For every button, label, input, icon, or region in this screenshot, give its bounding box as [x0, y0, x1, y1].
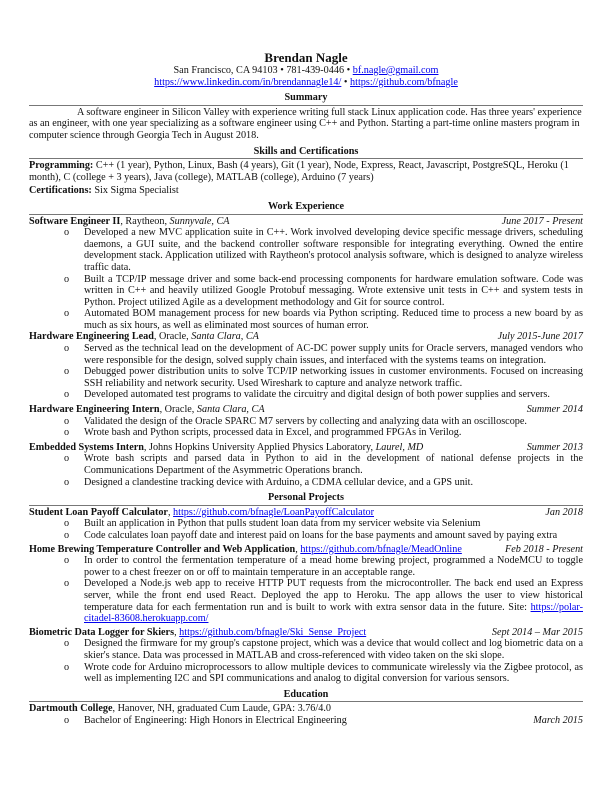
project-date: Feb 2018 - Present: [505, 543, 583, 555]
job-bullets: [29, 416, 583, 439]
summary-text: A software engineer in Silicon Valley with experience writing full stack Linux application code. Has three years' experience as an engineer, with one year specializing as a software engineer using C++ and Python. Starting a part-time online masters program in computer science through Georgia Tech in August 2018.: [29, 106, 582, 141]
job-header: [29, 404, 583, 416]
job-header: [29, 216, 583, 228]
job-location: Santa Clara, CA: [191, 331, 259, 343]
bullet-icon: o: [64, 714, 70, 726]
bullet-icon: o: [64, 273, 70, 285]
job-title: Hardware Engineering Lead: [29, 331, 154, 343]
bullet-item: [29, 453, 583, 476]
projects-heading: Personal Projects: [29, 492, 583, 506]
bullet-text: Developed automated test programs to validate the circuitry and digital design of both power supplies and servers.: [84, 389, 550, 401]
job-title-line: [29, 216, 230, 228]
bullet-text: Automated BOM management process for new boards via Python scripting. Reduced time to process a new board by as much as six hours, as well as eliminated most sources of human error.: [84, 308, 583, 331]
bullet-item: [29, 518, 583, 530]
job-company: , Johns Hopkins University Applied Physics Laboratory,: [143, 441, 376, 453]
job-company: , Raytheon,: [120, 215, 170, 227]
project-entry: [29, 627, 583, 685]
bullet-item: [29, 389, 583, 401]
certifications-list: Six Sigma Specialist: [91, 185, 179, 197]
bullet-text: Wrote bash and Python scripts, processed data in Excel, and programmed FPGAs in Verilog.: [84, 427, 462, 439]
bullet-icon: o: [64, 366, 70, 378]
bullet-text: Designed a clandestine tracking device with Arduino, a CDMA cellular device, and a GPS unit.: [84, 476, 474, 488]
certifications-label: Certifications:: [29, 185, 92, 197]
project-title: Home Brewing Temperature Controller and Web Application: [29, 543, 296, 555]
school-details: , Hanover, NH, graduated Cum Laude, GPA: 3.76/4.0: [112, 703, 331, 715]
project-date: Jan 2018: [545, 506, 583, 518]
project-title-line: [29, 507, 374, 519]
bullet-item: [29, 638, 583, 661]
bullet-item: [29, 366, 583, 389]
bullet-icon: o: [64, 638, 70, 650]
bullet-text: Built an application in Python that pulls student loan data from my servicer website via Selenium: [84, 518, 481, 530]
bullet-text: Code calculates loan payoff date and interest paid on loans for the base payments and amount saved by paying extra: [84, 529, 558, 541]
education-heading: Education: [29, 689, 583, 703]
bullet-item: [29, 308, 583, 331]
job-company: , Oracle,: [153, 331, 192, 343]
project-bullets: [29, 518, 583, 541]
separator: ,: [295, 543, 301, 555]
bullet-item: [29, 343, 583, 366]
job-title-line: [29, 404, 265, 416]
job-bullets: [29, 343, 583, 401]
bullet-text: Developed a new MVC application suite in C++. Work involved developing device specific message drivers, scheduling daemons, a GUI suite, and the backend controller software responsible for integrating everything. Owned the entire development stack. Application utilized with Raytheon's protocol analysis software, which is designed to analyze wireless traffic data.: [84, 227, 583, 273]
project-title: Student Loan Payoff Calculator: [29, 506, 168, 518]
bullet-icon: o: [64, 518, 70, 530]
bullet-item: [29, 555, 583, 578]
project-link[interactable]: https://github.com/bfnagle/MeadOnline: [300, 543, 462, 555]
bullet-text: In order to control the fermentation temperature of a mead home brewing project, programmed a NodeMCU to toggle power to a chest freezer on or off to maintain temperature in an acceptable range.: [84, 555, 583, 578]
bullet-item: [29, 416, 583, 428]
education-entry: [29, 703, 583, 726]
project-link[interactable]: https://github.com/bfnagle/LoanPayoffCalculator: [173, 506, 375, 518]
project-header: [29, 507, 583, 519]
project-entry: [29, 507, 583, 542]
bullet-icon: o: [64, 453, 70, 465]
job-bullets: [29, 227, 583, 331]
job-entry: [29, 216, 583, 332]
bullet-text: Developed a Node.js web app to receive HTTP PUT requests from the microcontroller. The back end used an Express server, while the front end used React. Deployed the app to Heroku. The app allows the user to view historical temperature data for each fermentation run and is built to work with extra sensor data in the future. Site:: [84, 578, 583, 613]
email-link[interactable]: bf.nagle@gmail.com: [352, 65, 439, 76]
project-bullets: [29, 638, 583, 684]
bullet-item: [29, 477, 583, 489]
site-link[interactable]: https://polar-citadel-83608.herokuapp.com/: [84, 601, 583, 625]
candidate-name: Brendan Nagle: [264, 50, 348, 65]
bullet-item: [29, 530, 583, 542]
bullet-item: [29, 227, 583, 273]
job-title: Embedded Systems Intern: [29, 441, 144, 453]
project-entry: [29, 544, 583, 625]
bullet-icon: o: [64, 389, 70, 401]
work-experience-list: [29, 216, 583, 489]
bullet-text: Served as the technical lead on the development of AC-DC power supply units for Oracle servers, managed vendors who were responsible for the design, solved supply chain issues, and interfaced with the systems teams on integration.: [84, 343, 583, 366]
certifications: [29, 185, 583, 197]
separator: ,: [167, 506, 174, 518]
job-header: [29, 331, 583, 343]
degree: Bachelor of Engineering: High Honors in Electrical Engineering: [84, 714, 347, 726]
job-location: Sunnyvale, CA: [169, 215, 230, 227]
bullet-icon: o: [64, 555, 70, 567]
bullet-text: Designed the firmware for my group's capstone project, which was a device that would collect and log biometric data on a skier's stance. Data was processed in MATLAB and cross-referenced with video taken on the ski slope.: [84, 638, 583, 661]
separator: •: [344, 65, 353, 76]
bullet-text: Debugged power distribution units to solve TCP/IP networking issues in customer environments. Focused on increasing SSH reliability and network security. Used Wireshark to capture and analyze network traffic.: [84, 366, 583, 389]
bullet-icon: o: [64, 661, 70, 673]
programming-label: Programming:: [29, 160, 94, 172]
bullet-item: [29, 427, 583, 439]
job-entry: [29, 442, 583, 488]
job-location: Santa Clara, CA: [196, 404, 265, 416]
job-title-line: [29, 442, 423, 454]
bullet-item: [29, 274, 583, 309]
address: San Francisco, CA 94103: [173, 65, 278, 76]
bullet-text: Built a TCP/IP message driver and some back-end processing components for hardware emulation software. Code was written in C++ and heavily utilized Google Protobuf messaging. Wrote extensive unit tests in C++ and system tests in Python. Project utilized Agile as a development methodology and Git for source control.: [84, 273, 583, 308]
job-title: Software Engineer II: [29, 215, 121, 227]
job-bullets: [29, 453, 583, 488]
bullet-icon: o: [64, 578, 70, 590]
bullet-icon: o: [64, 427, 70, 439]
bullet-icon: o: [64, 227, 70, 239]
project-title: Biometric Data Logger for Skiers: [29, 626, 175, 638]
projects-list: [29, 507, 583, 685]
bullet-item: [29, 578, 583, 624]
project-title-line: [29, 544, 462, 556]
job-date: June 2017 - Present: [501, 215, 583, 227]
bullet-icon: o: [64, 529, 70, 541]
summary-heading: Summary: [29, 92, 583, 106]
job-company: , Oracle,: [159, 404, 197, 416]
programming-skills: [29, 160, 583, 183]
resume-page: [29, 51, 583, 726]
project-date: Sept 2014 – Mar 2015: [491, 626, 583, 638]
job-entry: [29, 331, 583, 401]
project-link[interactable]: https://github.com/bfnagle/Ski_Sense_Project: [179, 626, 367, 638]
bullet-icon: o: [64, 476, 70, 488]
separator: •: [277, 65, 287, 76]
project-header: [29, 544, 583, 556]
work-heading: Work Experience: [29, 201, 583, 215]
separator: ,: [174, 626, 180, 638]
bullet-item: [29, 662, 583, 685]
bullet-text: Wrote code for Arduino microprocessors to allow multiple devices to communicate wirelessly via the Zigbee protocol, as well as implementing I2C and SPI communications and analog to digital conversion for various sensors.: [84, 661, 583, 685]
job-header: [29, 442, 583, 454]
degree-date: March 2015: [533, 714, 583, 726]
project-title-line: [29, 627, 366, 639]
linkedin-link[interactable]: https://www.linkedin.com/in/brendannagle14/: [154, 76, 342, 88]
bullet-text: Wrote bash scripts and parsed data in Python to aid in the development of national defense projects in the Communications Department of the Asymmetric Operations branch.: [84, 453, 583, 476]
job-location: Laurel, MD: [375, 441, 424, 453]
job-title: Hardware Engineering Intern: [29, 404, 160, 416]
school-name: Dartmouth College: [29, 703, 113, 715]
project-header: [29, 627, 583, 639]
programming-list: C++ (1 year), Python, Linux, Bash (4 years), Git (1 year), Node, Express, React, Javascript, PostgreSQL, Heroku (1 month), C (college + 3 years), Java (college), MATLAB (college), Arduino (7 years): [29, 160, 569, 183]
bullet-icon: o: [64, 343, 70, 355]
bullet-text: Validated the design of the Oracle SPARC M7 servers by collecting and analyzing data with an oscilloscope.: [84, 415, 527, 427]
skills-heading: Skills and Certifications: [29, 146, 583, 160]
job-date: July 2015-June 2017: [497, 331, 583, 343]
project-bullets: [29, 555, 583, 625]
job-date: Summer 2013: [526, 441, 583, 453]
links-line: [29, 77, 583, 89]
github-link[interactable]: https://github.com/bfnagle: [350, 76, 458, 88]
degree-item: [29, 715, 583, 727]
job-date: Summer 2014: [526, 404, 583, 416]
bullet-icon: o: [64, 308, 70, 320]
separator: •: [341, 76, 351, 88]
bullet-icon: o: [64, 415, 70, 427]
phone: 781-439-0446: [286, 65, 345, 76]
job-title-line: [29, 331, 259, 343]
job-entry: [29, 404, 583, 439]
contact-line: [29, 65, 583, 77]
